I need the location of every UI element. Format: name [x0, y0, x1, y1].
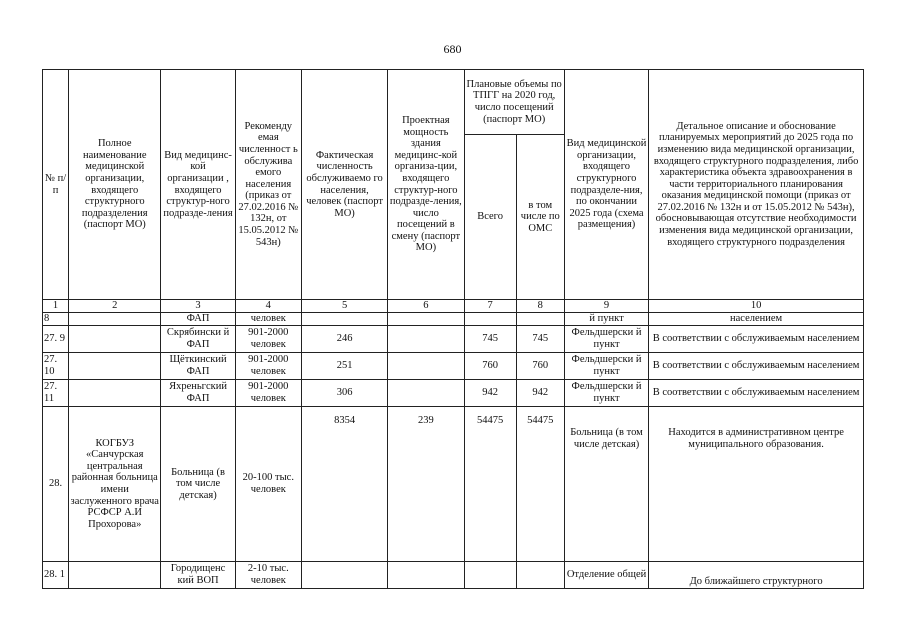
cell-total: 760 — [464, 353, 516, 380]
cell-description: Находится в административном центре муниципального образования. — [649, 407, 864, 562]
table-row — [43, 380, 864, 407]
cell-org-type: Скрябински й ФАП — [161, 326, 235, 353]
cell-org-type: Яхреньгский ФАП — [161, 380, 235, 407]
cell-full-name: КОГБУЗ «Санчурская центральная районная больница имени заслуженного врача РСФСР А.И Прохорова» — [69, 407, 161, 562]
cell-actual-population — [301, 562, 387, 589]
cell-design-capacity — [388, 313, 464, 326]
cell-org-type-2025: й пункт — [564, 313, 648, 326]
header-planned-volumes: Плановые объемы по ТПГГ на 2020 год, число посещений (паспорт МО) — [464, 70, 564, 135]
header-row — [43, 70, 864, 135]
header-total: Всего — [464, 135, 516, 300]
cell-number: 27. 11 — [43, 380, 69, 407]
column-number: 8 — [516, 300, 564, 313]
cell-total — [464, 562, 516, 589]
cell-total: 942 — [464, 380, 516, 407]
header-full-name: Полное наименование медицинской организации, входящего структурного подразделения (паспорт МО) — [69, 70, 161, 300]
cell-description: В соответствии с обслуживаемым населением — [649, 380, 864, 407]
cell-recommended-population: человек — [235, 313, 301, 326]
cell-total — [464, 313, 516, 326]
cell-recommended-population: 901-2000 человек — [235, 380, 301, 407]
cell-description: До ближайшего структурного — [649, 562, 864, 589]
column-number-row — [43, 300, 864, 313]
cell-recommended-population: 901-2000 человек — [235, 326, 301, 353]
column-number: 4 — [235, 300, 301, 313]
cell-actual-population: 251 — [301, 353, 387, 380]
cell-full-name — [69, 313, 161, 326]
cell-number: 28. — [43, 407, 69, 562]
cell-oms — [516, 562, 564, 589]
cell-actual-population: 246 — [301, 326, 387, 353]
cell-design-capacity — [388, 353, 464, 380]
header-description: Детальное описание и обоснование планируемых мероприятий до 2025 года по изменению вида медицинской организации, входящего структурного подразделения, либо характеристика объекта здравоохранения в части территориального планирования оказания медицинской помощи (приказ от 27.02.2016 № 132н и от 15.05.2012 № 543н), обосновывающая отсутствие необходимости изменения вида медицинской организации, входящего структурного подразделения — [649, 70, 864, 300]
column-number: 9 — [564, 300, 648, 313]
cell-number: 28. 1 — [43, 562, 69, 589]
cell-actual-population — [301, 313, 387, 326]
cell-oms — [516, 313, 564, 326]
cell-full-name — [69, 326, 161, 353]
cell-recommended-population: 2-10 тыс. человек — [235, 562, 301, 589]
cell-org-type: Больница (в том числе детская) — [161, 407, 235, 562]
header-org-type-2025: Вид медицинской организации, входящего структурного подразделе-ния, по окончании 2025 года (схема размещения) — [564, 70, 648, 300]
column-number: 10 — [649, 300, 864, 313]
cell-full-name — [69, 562, 161, 589]
cell-design-capacity — [388, 380, 464, 407]
cell-oms: 760 — [516, 353, 564, 380]
header-oms: в том числе по ОМС — [516, 135, 564, 300]
cell-org-type: Городищенс кий ВОП — [161, 562, 235, 589]
cell-org-type-2025: Отделение общей — [564, 562, 648, 589]
cell-org-type-2025: Фельдшерски й пункт — [564, 380, 648, 407]
cell-design-capacity — [388, 562, 464, 589]
column-number: 3 — [161, 300, 235, 313]
cell-oms: 942 — [516, 380, 564, 407]
table-row — [43, 562, 864, 589]
header-number: № п/п — [43, 70, 69, 300]
column-number: 5 — [301, 300, 387, 313]
column-number: 1 — [43, 300, 69, 313]
cell-oms: 745 — [516, 326, 564, 353]
cell-design-capacity: 239 — [388, 407, 464, 562]
cell-number: 27. 9 — [43, 326, 69, 353]
cell-org-type-2025: Фельдшерски й пункт — [564, 326, 648, 353]
cell-number: 27. 10 — [43, 353, 69, 380]
cell-org-type-2025: Больница (в том числе детская) — [564, 407, 648, 562]
cell-total: 54475 — [464, 407, 516, 562]
column-number: 7 — [464, 300, 516, 313]
cell-recommended-population: 901-2000 человек — [235, 353, 301, 380]
header-org-type: Вид медицинс-кой организации , входящего структур-ного подразде-ления — [161, 70, 235, 300]
cell-description: В соответствии с обслуживаемым населением — [649, 326, 864, 353]
cell-total: 745 — [464, 326, 516, 353]
medical-organizations-table — [42, 69, 864, 589]
cell-org-type: ФАП — [161, 313, 235, 326]
column-number: 2 — [69, 300, 161, 313]
table-row — [43, 407, 864, 562]
cell-description: населением — [649, 313, 864, 326]
cell-org-type-2025: Фельдшерски й пункт — [564, 353, 648, 380]
page-number: 680 — [443, 42, 462, 56]
cell-description: В соответствии с обслуживаемым населением — [649, 353, 864, 380]
cell-actual-population: 306 — [301, 380, 387, 407]
table-row — [43, 326, 864, 353]
cell-recommended-population: 20-100 тыс. человек — [235, 407, 301, 562]
cell-full-name — [69, 353, 161, 380]
cell-number: 8 — [43, 313, 69, 326]
header-recommended-population: Рекоменду емая численност ь обслужива емого населения (приказ от 27.02.2016 № 132н, от 15.05.2012 № 543н) — [235, 70, 301, 300]
cell-actual-population: 8354 — [301, 407, 387, 562]
cell-oms: 54475 — [516, 407, 564, 562]
cell-design-capacity — [388, 326, 464, 353]
header-actual-population: Фактическая численность обслуживаемо го населения, человек (паспорт МО) — [301, 70, 387, 300]
cell-full-name — [69, 380, 161, 407]
table-row — [43, 353, 864, 380]
table-row — [43, 313, 864, 326]
column-number: 6 — [388, 300, 464, 313]
header-design-capacity: Проектная мощность здания медицинс-кой организа-ции, входящего структур-ного подразде-ления, число посещений в смену (паспорт МО) — [388, 70, 464, 300]
cell-org-type: Щёткинский ФАП — [161, 353, 235, 380]
